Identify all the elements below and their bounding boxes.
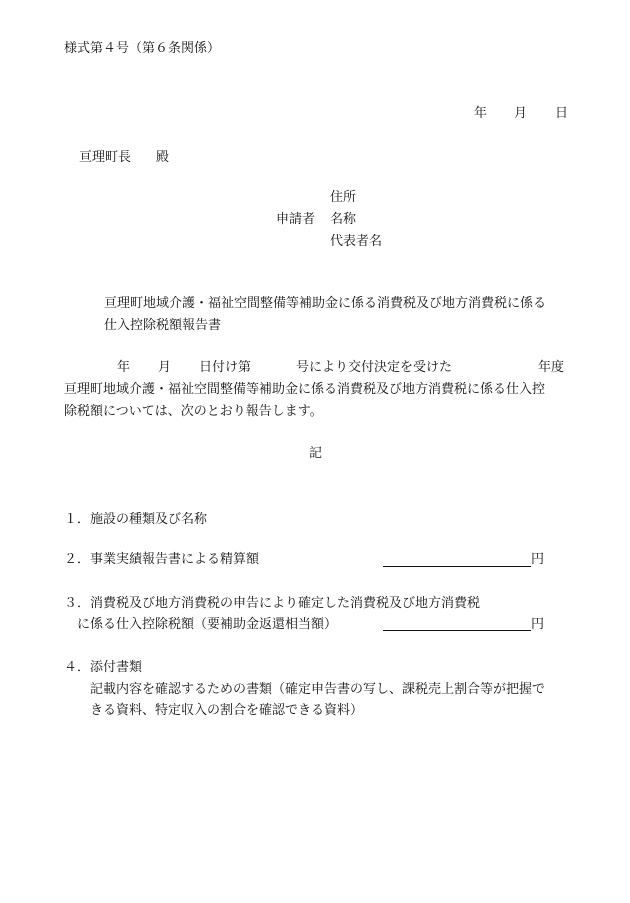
item4-line1: 記載内容を確認するための書類（確定申告書の写し、課税売上割合等が把握で <box>90 682 546 697</box>
body-line3: 除税額については、次のとおり報告します。 <box>64 404 323 419</box>
item3-amount-underline <box>383 630 531 631</box>
body-decision-text: 号により交付決定を受けた <box>296 360 453 375</box>
addressee-name: 亘理町長 <box>79 150 132 165</box>
body-fiscal-year-label: 年度 <box>538 360 565 375</box>
ki-note-heading: 記 <box>309 446 323 461</box>
report-title-line2: 仕入控除税額報告書 <box>104 318 222 333</box>
item2-amount-underline <box>383 566 531 567</box>
item2-yen-unit: 円 <box>531 552 545 567</box>
applicant-label: 申請者 <box>276 212 316 227</box>
item3-yen-unit: 円 <box>531 617 545 632</box>
date-year-label: 年 <box>474 106 488 121</box>
item3-line1: ３．消費税及び地方消費税の申告により確定した消費税及び地方消費税 <box>64 596 481 611</box>
body-line2: 亘理町地域介護・福祉空間整備等補助金に係る消費税及び地方消費税に係る仕入控 <box>64 382 546 397</box>
body-dated-no: 日付け第 <box>199 360 252 375</box>
date-month-label: 月 <box>514 106 528 121</box>
applicant-name-label: 名称 <box>330 212 357 227</box>
body-year-label: 年 <box>117 360 131 375</box>
item1-facility-type-name: １．施設の種類及び名称 <box>64 512 208 527</box>
date-day-label: 日 <box>555 106 569 121</box>
addressee-honorific: 殿 <box>156 150 170 165</box>
body-month-label: 月 <box>158 360 172 375</box>
item3-line2: に係る仕入控除税額（要補助金返還相当額） <box>77 617 338 632</box>
applicant-address-label: 住所 <box>330 190 357 205</box>
report-title-line1: 亘理町地域介護・福祉空間整備等補助金に係る消費税及び地方消費税に係る <box>104 296 547 311</box>
form-number: 様式第４号（第６条関係） <box>64 41 221 56</box>
item2-settlement-amount: ２．事業実績報告書による精算額 <box>64 552 260 567</box>
item4-line2: きる資料、特定収入の割合を確認できる資料） <box>90 703 364 718</box>
item4-heading: ４．添付書類 <box>64 660 143 675</box>
applicant-representative-label: 代表者名 <box>330 234 383 249</box>
